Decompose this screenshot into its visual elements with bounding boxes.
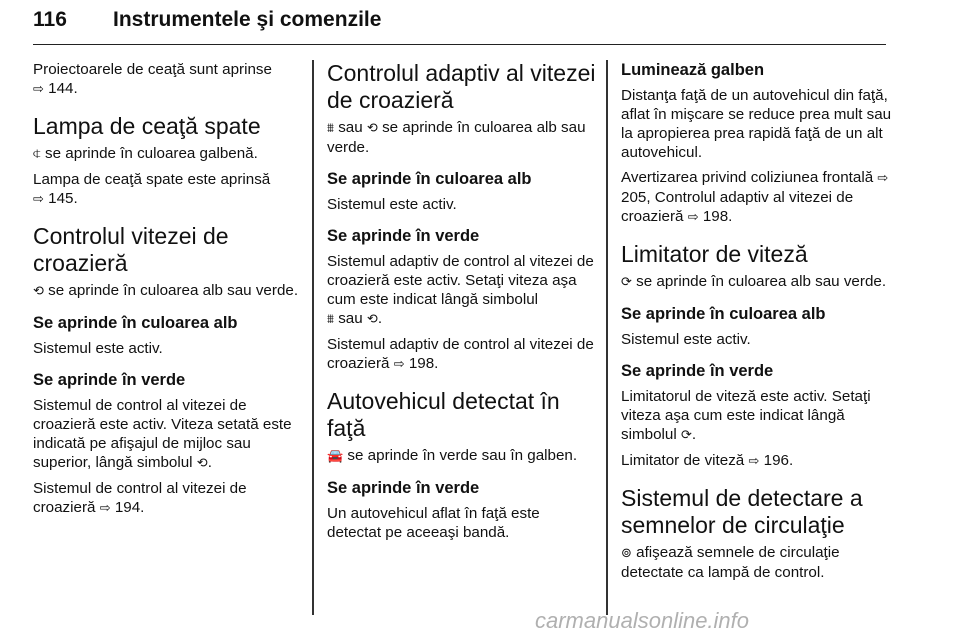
arrow-ref-icon: ⇨ — [33, 192, 44, 207]
page-ref[interactable]: 196. — [763, 452, 794, 469]
section-heading: Autovehicul detectat în faţă — [327, 388, 560, 441]
paragraph: Sistemul de control al vitezei de croazieră ⇨ 194. — [33, 480, 247, 516]
section-heading: Controlul adaptiv al vitezei de croazieră — [327, 60, 596, 113]
page-ref[interactable]: 198. — [408, 355, 439, 372]
subheading: Se aprinde în culoarea alb — [621, 305, 826, 323]
paragraph: Limitator de viteză ⇨ 196. — [621, 452, 794, 469]
subheading: Se aprinde în culoarea alb — [327, 170, 532, 188]
paragraph: ⟳ se aprinde în culoarea alb sau verde. — [621, 273, 887, 290]
paragraph: ⊚ afişează semnele de circulaţie detectate ca lampă de control. — [621, 544, 840, 581]
paragraph: Sistemul adaptiv de control al vitezei de croazieră este activ. Setaţi viteza aşa cum este indicat lângă simbolul ⩩ sau ⟲. — [327, 253, 594, 327]
section-heading: Lampa de ceaţă spate — [33, 113, 261, 139]
speed-limiter-icon: ⟳ — [621, 275, 632, 290]
subheading: Se aprinde în verde — [327, 227, 480, 245]
section-heading: Controlul vitezei de croazieră — [33, 223, 229, 276]
paragraph: Sistemul de control al vitezei de croazieră este activ. Viteza setată este indicată pe afişajul de mijloc sau superior, lângă simbolul ⟲. — [33, 397, 292, 471]
cruise-control-icon: ⟲ — [366, 312, 378, 327]
subheading: Se aprinde în verde — [33, 371, 186, 389]
subheading: Se aprinde în culoarea alb — [33, 314, 238, 332]
paragraph: Lampa de ceaţă spate este aprinsă ⇨ 145. — [33, 171, 271, 207]
arrow-ref-icon: ⇨ — [748, 454, 760, 469]
page-ref[interactable]: 194. — [114, 499, 145, 516]
adaptive-cruise-icon: ⩩ — [327, 312, 334, 327]
paragraph: Avertizarea privind coliziunea frontală ⇨ 205, Controlul adaptiv al vitezei de croazieră ⇨ 198. — [621, 169, 889, 225]
page-ref[interactable]: 145. — [48, 190, 78, 207]
arrow-ref-icon: ⇨ — [99, 501, 111, 516]
section-heading: Limitator de viteză — [621, 241, 808, 267]
subheading: Se aprinde în verde — [621, 362, 774, 380]
section-heading: Sistemul de detectare a semnelor de circulaţie — [621, 485, 863, 538]
watermark: carmanualsonline.info — [535, 608, 750, 633]
cruise-control-icon: ⟲ — [196, 456, 208, 471]
paragraph: ⩩ sau ⟲ se aprinde în culoarea alb sau verde. — [327, 119, 586, 156]
arrow-ref-icon: ⇨ — [877, 171, 889, 186]
paragraph: ⟲ se aprinde în culoarea alb sau verde. — [33, 282, 299, 299]
column-divider — [606, 60, 608, 615]
arrow-ref-icon: ⇨ — [393, 357, 405, 372]
traffic-sign-icon: ⊚ — [621, 546, 632, 561]
page-ref[interactable]: 144. — [48, 80, 78, 97]
page-ref[interactable]: 198. — [702, 208, 733, 225]
page-number: 116 — [33, 8, 67, 31]
column-1 — [33, 60, 303, 524]
subheading: Se aprinde în verde — [327, 479, 480, 497]
paragraph: Sistemul adaptiv de control al vitezei de croazieră ⇨ 198. — [327, 336, 594, 372]
page-header — [33, 6, 886, 45]
subheading: Luminează galben — [621, 61, 765, 79]
paragraph: 🚘 se aprinde în verde sau în galben. — [327, 447, 578, 464]
paragraph: Sistemul este activ. — [621, 331, 751, 348]
paragraph: Sistemul este activ. — [33, 340, 163, 357]
arrow-ref-icon: ⇨ — [33, 82, 44, 97]
paragraph: Distanţa faţă de un autovehicul din faţă, aflat în mişcare se reduce prea mult sau la apropierea prea rapidă faţă de un alt autovehicul. — [621, 87, 892, 161]
arrow-ref-icon: ⇨ — [687, 210, 699, 225]
cruise-control-icon: ⟲ — [366, 121, 378, 136]
adaptive-cruise-icon: ⩩ — [327, 121, 334, 136]
rear-fog-lamp-icon: ⍧ — [33, 147, 41, 162]
paragraph: Un autovehicul aflat în faţă este detectat pe aceeaşi bandă. — [327, 505, 540, 541]
column-divider — [312, 60, 314, 615]
vehicle-ahead-icon: 🚘 — [327, 449, 344, 464]
paragraph: ⍧ se aprinde în culoarea galbenă. — [33, 145, 258, 162]
cruise-control-icon: ⟲ — [33, 284, 44, 299]
column-2 — [327, 60, 597, 548]
column-3 — [621, 60, 896, 588]
paragraph: Proiectoarele de ceaţă sunt aprinse ⇨ 144. — [33, 61, 272, 97]
paragraph: Sistemul este activ. — [327, 196, 457, 213]
paragraph: Limitatorul de viteză este activ. Setaţi viteza aşa cum este indicat lângă simbolul ⟳. — [621, 388, 871, 443]
speed-limiter-icon: ⟳ — [680, 428, 692, 443]
running-title: Instrumentele şi comenzile — [113, 8, 382, 31]
